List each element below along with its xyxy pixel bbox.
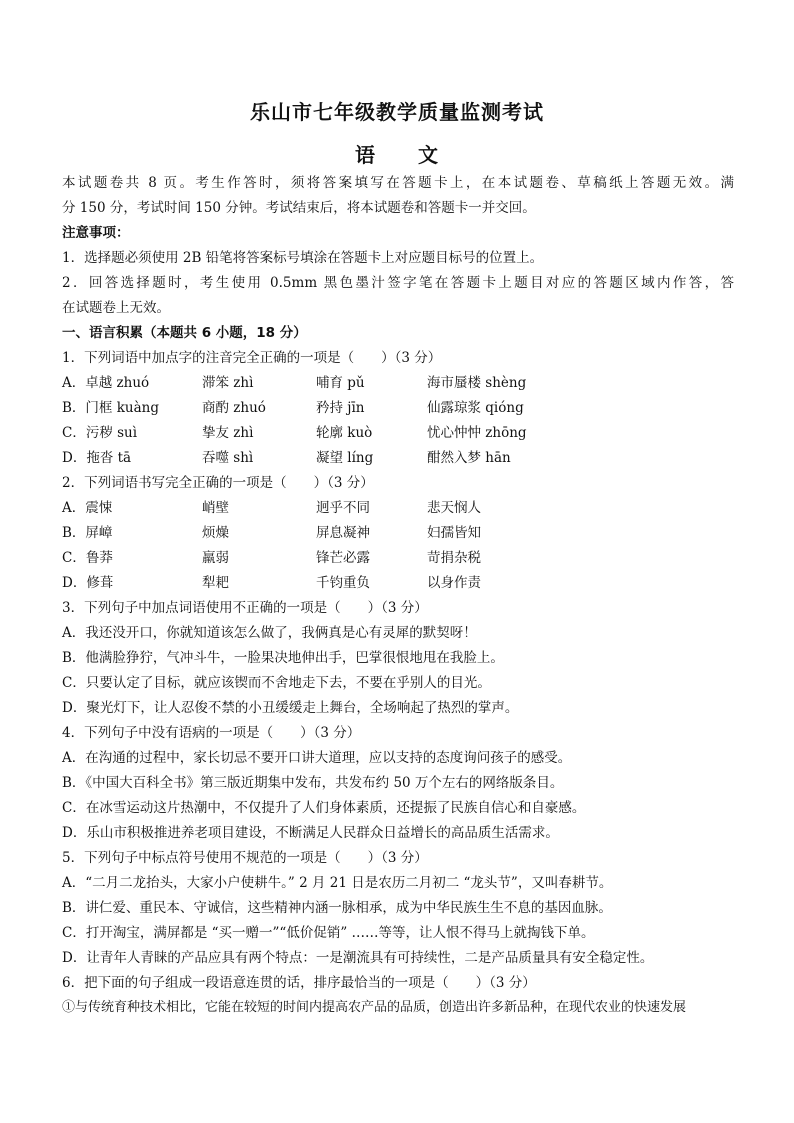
subject-title: 语 文	[355, 143, 439, 167]
q6-sentence-1: ①与传统育种技术相比，它能在较短的时间内提高农产品的品质，创造出许多新品种，在现代农业的快速发展	[62, 1000, 687, 1015]
page-title: 乐山市七年级教学质量监测考试	[250, 100, 544, 124]
q4-option-c: C．在冰雪运动这片热潮中，不仅提升了人们身体素质，还提振了民族自信心和自豪感。	[62, 800, 586, 816]
option-cell: 忧心忡忡 zhōng	[427, 425, 527, 441]
note-1: 1．选择题必须使用 2B 铅笔将答案标号填涂在答题卡上对应题目标号的位置上。	[62, 250, 544, 266]
q5-option-b: B．讲仁爱、重民本、守诚信，这些精神内涵一脉相承，成为中华民族生生不息的基因血脉。	[62, 900, 612, 916]
option-cell: A．卓越 zhuó	[62, 375, 150, 391]
q4-option-a: A．在沟通的过程中，家长切忌不要开口讲大道理，应以支持的态度询问孩子的感受。	[62, 750, 572, 766]
option-cell: 海市蜃楼 shèng	[427, 375, 527, 391]
q3-option-a: A．我还没开口，你就知道该怎么做了，我俩真是心有灵犀的默契呀！	[62, 625, 477, 641]
q2-stem: 2．下列词语书写完全正确的一项是（ ）（3 分）	[62, 475, 374, 491]
option-cell: 矜持 jīn	[316, 400, 365, 416]
option-cell: 迥乎不同	[316, 500, 370, 516]
q4-option-d: D．乐山市积极推进养老项目建设，不断满足人民群众日益增长的高品质生活需求。	[62, 825, 559, 841]
option-cell: 吞噬 shì	[202, 450, 254, 466]
option-cell: B．门框 kuàng	[62, 400, 159, 416]
option-cell: B．屏嶂	[62, 525, 113, 541]
option-cell: 烦燥	[202, 525, 229, 541]
q5-option-c: C．打开淘宝，满屏都是 “买一赠一”“低价促销” ……等等，让人恨不得马上就掏钱下单。	[62, 925, 595, 941]
option-cell: 凝望 líng	[316, 450, 374, 466]
option-cell: C．鲁莽	[62, 550, 113, 566]
option-cell: A．震悚	[62, 500, 113, 516]
section-heading: 一、语言积累（本题共 6 小题，18 分）	[62, 325, 307, 341]
q4-option-b: B．《中国大百科全书》第三版近期集中发布，共发布约 50 万个左右的网络版条目。	[62, 775, 564, 791]
q3-stem: 3．下列句子中加点词语使用不正确的一项是（ ）（3 分）	[62, 600, 428, 616]
option-cell: C．污秽 suì	[62, 425, 138, 441]
option-cell: 屏息凝神	[316, 525, 370, 541]
q4-stem: 4．下列句子中没有语病的一项是（ ）（3 分）	[62, 725, 361, 741]
option-cell: 轮廓 kuò	[316, 425, 373, 441]
option-cell: 羸弱	[202, 550, 229, 566]
option-cell: 妇孺皆知	[427, 525, 481, 541]
option-cell: 悲天悯人	[427, 500, 481, 516]
option-cell: D．拖沓 tā	[62, 450, 132, 466]
option-cell: 以身作责	[427, 575, 481, 591]
q5-stem: 5．下列句子中标点符号使用不规范的一项是（ ）（3 分）	[62, 850, 428, 866]
option-cell: 挚友 zhì	[202, 425, 254, 441]
q3-option-d: D．聚光灯下，让人忍俊不禁的小丑缓缓走上舞台，全场响起了热烈的掌声。	[62, 700, 519, 716]
intro-line-2: 分 150 分，考试时间 150 分钟。考试结束后，将本试题卷和答题卡一并交回。	[62, 200, 536, 216]
option-cell: 锋芒必露	[316, 550, 370, 566]
option-cell: D．修葺	[62, 575, 114, 591]
option-cell: 千钧重负	[316, 575, 370, 591]
option-cell: 商酌 zhuó	[202, 400, 266, 416]
q5-option-d: D．让青年人青睐的产品应具有两个特点：一是潮流具有可持续性，二是产品质量具有安全稳定性。	[62, 950, 654, 966]
note-2-line-1: 2．回答选择题时，考生使用 0.5mm 黑色墨汁签字笔在答题卡上题目对应的答题区域内作答，答	[62, 275, 734, 291]
intro-line-1: 本试题卷共 8 页。考生作答时，须将答案填写在答题卡上，在本试题卷、草稿纸上答题无效。满	[62, 175, 734, 191]
note-2-line-2: 在试题卷上无效。	[62, 300, 170, 316]
option-cell: 哺育 pǔ	[316, 375, 365, 391]
option-cell: 仙露琼浆 qióng	[427, 400, 524, 416]
option-cell: 滞笨 zhì	[202, 375, 254, 391]
q1-stem: 1．下列词语中加点字的注音完全正确的一项是（ ）（3 分）	[62, 350, 442, 366]
notes-heading: 注意事项：	[62, 225, 130, 241]
option-cell: 苛捐杂税	[427, 550, 481, 566]
option-cell: 酣然入梦 hān	[427, 450, 511, 466]
q5-option-a: A．“二月二龙抬头，大家小户使耕牛。” 2 月 21 日是农历二月初二 “龙头节”，又叫春耕节。	[62, 875, 613, 891]
option-cell: 犁耙	[202, 575, 229, 591]
q6-stem: 6．把下面的句子组成一段语意连贯的话，排序最恰当的一项是（ ）（3 分）	[62, 975, 536, 991]
q3-option-b: B．他满脸狰狞，气冲斗牛，一脸果决地伸出手，巴掌很恨地甩在我脸上。	[62, 650, 504, 666]
option-cell: 峭壁	[202, 500, 229, 516]
q3-option-c: C．只要认定了目标，就应该锲而不舍地走下去，不要在乎别人的目光。	[62, 675, 491, 691]
